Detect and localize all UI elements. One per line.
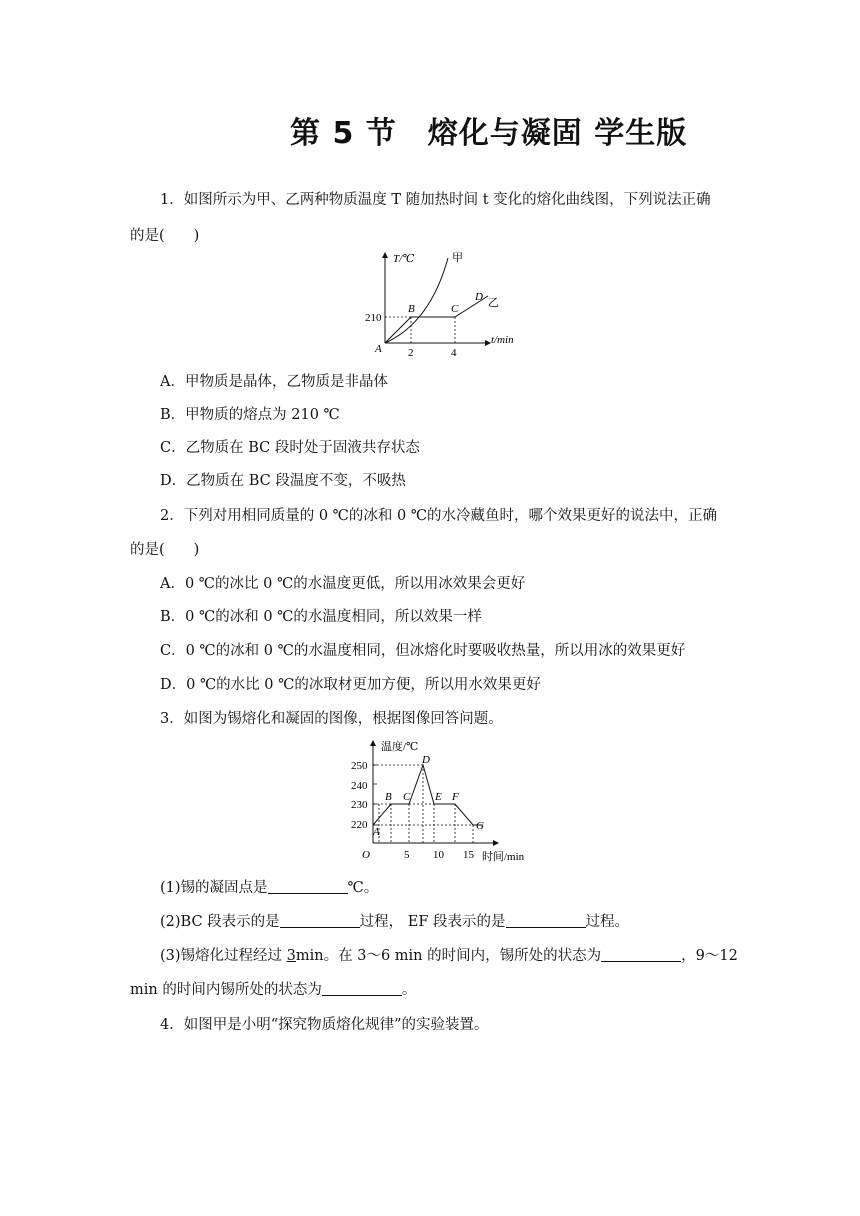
q1-curve-yi [385,296,488,343]
q3-sub3-blank-1[interactable] [601,947,681,962]
q3-sub3-num: 3 [286,948,296,964]
q2-option-d: D．0 ℃的水比 0 ℃的冰取材更加方便，所以用水效果更好 [160,677,541,693]
q3-point-B: B [385,791,392,803]
q3-tin-graph [348,736,543,866]
q3-sub3-line2 [130,980,416,1000]
q2-option-a: A．0 ℃的冰比 0 ℃的水温度更低，所以用冰效果会更好 [160,576,526,592]
q1-xtick-4: 4 [451,347,457,358]
q1-option-b: B．甲物质的熔点为 210 ℃ [160,407,340,423]
q3-point-A: A [373,826,380,838]
q3-xtick-15: 15 [463,849,474,861]
q3-sub3-text-c: ，9～12 [681,948,738,964]
q1-label-yi: 乙 [488,297,499,309]
q3-sub3-text-b: min。在 3～6 min 的时间内，锡所处的状态为 [295,948,602,964]
q1-xtick-2: 2 [408,347,414,358]
q1-option-c: C．乙物质在 BC 段时处于固液共存状态 [160,440,420,456]
q3-ytick-220: 220 [351,819,368,831]
q3-stem: 3．如图为锡熔化和凝固的图像，根据图像回答问题。 [160,711,503,727]
q1-point-D: D [475,291,483,303]
q1-ytick-210: 210 [365,312,382,324]
q1-ylabel: T/℃ [393,253,415,265]
q2-stem-line1: 2．下列对用相同质量的 0 ℃的冰和 0 ℃的水冷藏鱼时，哪个效果更好的说法中，正确 [160,508,718,524]
q3-sub3-text-e: 。 [401,982,417,998]
q1-stem-line2: 的是( ) [130,228,200,244]
q1-point-C: C [451,303,459,315]
q3-point-D: D [422,754,430,766]
q1-point-B: B [408,303,415,315]
q3-sub1 [160,878,378,898]
q3-point-G: G [476,820,484,832]
q3-ytick-250: 250 [351,760,368,772]
q1-point-A: A [375,343,382,355]
q3-origin: O [362,849,370,861]
q3-sub2-blank-1[interactable] [280,913,360,928]
q1-stem-line1: 1．如图所示为甲、乙两种物质温度 T 随加热时间 t 变化的熔化曲线图，下列说法正确 [160,192,711,208]
q3-sub3-line1 [160,946,738,966]
q3-ytick-230: 230 [351,799,368,811]
q1-xlabel: t/min [491,334,514,346]
q2-option-b: B．0 ℃的冰和 0 ℃的水温度相同，所以效果一样 [160,609,482,625]
q1-label-jia: 甲 [452,252,463,264]
q3-ylabel: 温度/℃ [381,741,419,753]
q3-xtick-10: 10 [433,849,444,861]
q3-sub3-text-a: (3)锡熔化过程经过 [160,948,287,964]
q1-option-d: D．乙物质在 BC 段温度不变，不吸热 [160,473,406,489]
q2-stem-line2: 的是( ) [130,542,200,558]
q3-sub2-text-a: (2)BC 段表示的是 [160,914,280,930]
q1-melting-graph [360,248,530,358]
q3-xlabel: 时间/min [482,851,525,863]
q3-sub2-text-c: 过程。 [585,914,630,930]
q3-xtick-5: 5 [404,849,410,861]
q3-sub2-text-b: 过程， EF 段表示的是 [359,914,506,930]
page-title: 第 5 节 熔化与凝固 学生版 [290,116,688,151]
q3-sub2 [160,912,629,932]
q3-ytick-240: 240 [351,780,368,792]
q3-sub3-blank-2[interactable] [322,981,402,996]
q3-sub1-text: (1)锡的凝固点是 [160,880,268,896]
q3-sub3-text-d: min 的时间内锡所处的状态为 [130,982,322,998]
q1-curve-jia [385,258,448,343]
q3-point-F: F [452,791,459,803]
q3-sub1-unit: ℃。 [347,880,379,896]
q3-sub2-blank-2[interactable] [506,913,586,928]
q3-point-E: E [435,791,442,803]
q3-sub1-blank[interactable] [268,879,348,894]
q2-option-c: C．0 ℃的冰和 0 ℃的水温度相同，但冰熔化时要吸收热量，所以用冰的效果更好 [160,643,686,659]
q3-point-C: C [403,791,411,803]
q4-stem: 4．如图甲是小明“探究物质熔化规律”的实验装置。 [160,1017,489,1033]
q1-option-a: A．甲物质是晶体，乙物质是非晶体 [160,374,388,390]
